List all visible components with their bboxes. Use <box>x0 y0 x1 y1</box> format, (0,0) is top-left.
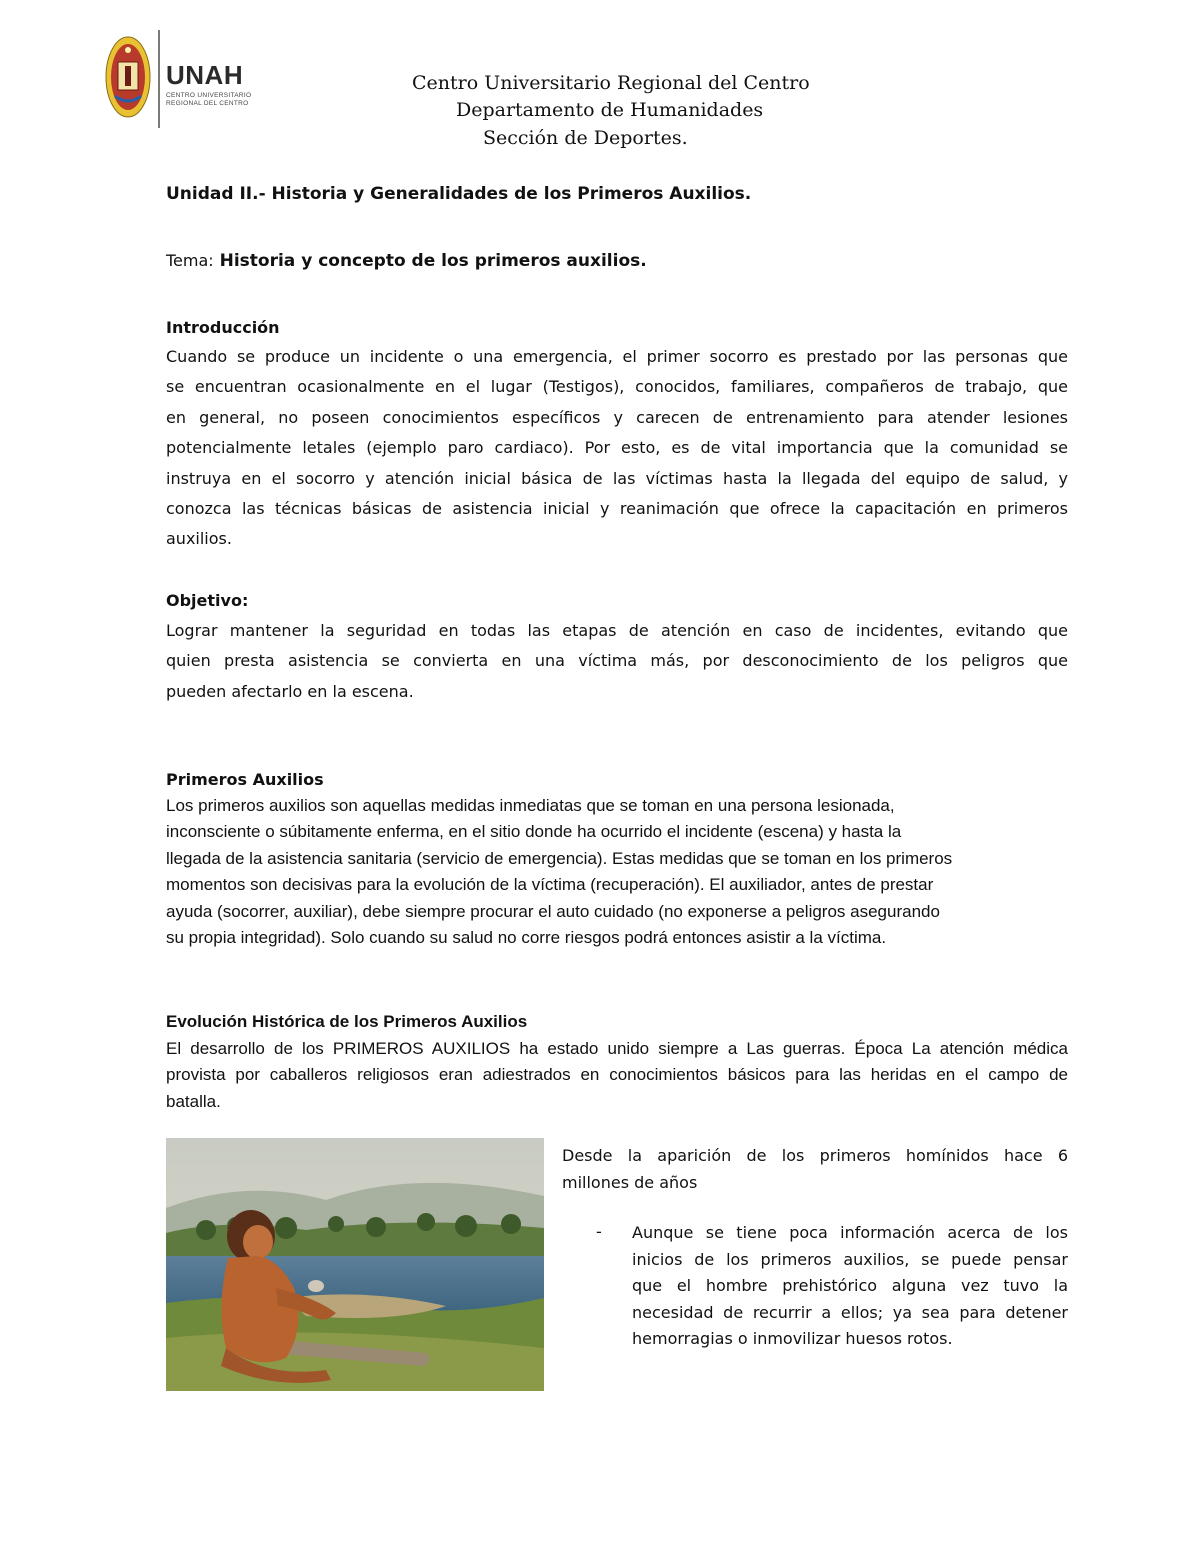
tema-label: Tema: <box>166 251 214 270</box>
bullet-line: que el hombre prehistórico alguna vez tuvo la <box>632 1276 1068 1295</box>
evolucion-line: provista por caballeros religiosos eran adiestrados en conocimientos básicos para las heridas en el campo de <box>166 1065 1068 1085</box>
intro-line: se encuentran ocasionalmente en el lugar (Testigos), conocidos, familiares, compañeros de trabajo, que <box>166 377 1068 397</box>
right-intro-line: Desde la aparición de los primeros homínidos hace 6 <box>562 1146 1068 1165</box>
university-seal-icon <box>105 36 151 118</box>
intro-line: Cuando se produce un incidente o una emergencia, el primer socorro es prestado por las personas que <box>166 347 1068 366</box>
unit-title: Unidad II.- Historia y Generalidades de los Primeros Auxilios. <box>166 184 752 204</box>
logo-text: UNAH <box>166 60 244 90</box>
tema-text: Historia y concepto de los primeros auxilios. <box>219 251 647 271</box>
intro-line: en general, no poseen conocimientos específicos y carecen de entrenamiento para atender lesiones <box>166 407 1068 427</box>
primeros-auxilios-line: su propia integridad). Solo cuando su salud no corre riesgos podrá entonces asistir a la víctima. <box>166 927 887 947</box>
intro-line: potencialmente letales (ejemplo paro cardiaco). Por esto, es de vital importancia que la comunidad se <box>166 438 1068 458</box>
header-line-2: Departamento de Humanidades <box>456 99 764 121</box>
bullet-line: hemorragias o inmovilizar huesos rotos. <box>632 1329 953 1348</box>
primeros-auxilios-line: llegada de la asistencia sanitaria (servicio de emergencia). Estas medidas que se toman en los primeros <box>166 848 953 868</box>
evolucion-paragraph <box>166 1036 1068 1115</box>
hominid-scene-image <box>166 1138 544 1391</box>
bullet-line: inicios de los primeros auxilios, se puede pensar <box>632 1249 1068 1269</box>
bullet-marker: - <box>596 1222 602 1241</box>
right-column-intro <box>562 1143 1068 1196</box>
evolucion-heading: Evolución Histórica de los Primeros Auxilios <box>166 1012 528 1031</box>
intro-line: auxilios. <box>166 529 232 549</box>
header-line-1: Centro Universitario Regional del Centro <box>412 72 810 94</box>
objetivo-paragraph <box>166 616 1068 707</box>
objetivo-line: quien presta asistencia se convierta en una víctima más, por desconocimiento de los peligros que <box>166 651 1068 671</box>
bullet-line: necesidad de recurrir a ellos; ya sea para detener <box>632 1302 1068 1322</box>
header-line-3: Sección de Deportes. <box>483 127 688 149</box>
logo-divider <box>158 30 160 128</box>
objetivo-heading: Objetivo: <box>166 591 249 610</box>
primeros-auxilios-line: momentos son decisivas para la evolución de la víctima (recuperación). El auxiliador, antes de prestar <box>166 875 934 895</box>
logo-subtitle: CENTRO UNIVERSITARIO REGIONAL DEL CENTRO <box>166 92 252 107</box>
primeros-auxilios-line: ayuda (socorrer, auxiliar), debe siempre procurar el auto cuidado (no exponerse a peligros asegurando <box>166 901 940 921</box>
intro-line: instruya en el socorro y atención inicial básica de las víctimas hasta la llegada del equipo de salud, y <box>166 468 1068 488</box>
evolucion-line: El desarrollo de los PRIMEROS AUXILIOS ha estado unido siempre a Las guerras. Época La atención médica <box>166 1039 1068 1058</box>
objetivo-line: Lograr mantener la seguridad en todas las etapas de atención en caso de incidentes, evitando que <box>166 621 1068 640</box>
bullet-line: Aunque se tiene poca información acerca de los <box>632 1223 1068 1242</box>
prehistoric-hominid-illustration <box>166 1138 544 1391</box>
primeros-auxilios-paragraph <box>166 793 1068 951</box>
intro-paragraph <box>166 342 1068 555</box>
primeros-auxilios-line: Los primeros auxilios son aquellas medidas inmediatas que se toman en una persona lesionada, <box>166 796 895 815</box>
objetivo-line: pueden afectarlo en la escena. <box>166 681 414 701</box>
primeros-auxilios-heading: Primeros Auxilios <box>166 770 324 789</box>
right-intro-line: millones de años <box>562 1172 698 1192</box>
evolucion-line: batalla. <box>166 1091 221 1111</box>
university-logo <box>100 30 260 130</box>
intro-heading: Introducción <box>166 318 280 337</box>
tema-line <box>166 251 647 271</box>
intro-line: conozca las técnicas básicas de asistencia inicial y reanimación que ofrece la capacitación en primeros <box>166 498 1068 518</box>
right-column-bullet <box>632 1220 1068 1353</box>
primeros-auxilios-line: inconsciente o súbitamente enferma, en el sitio donde ha ocurrido el incidente (escena) y hasta la <box>166 822 902 842</box>
